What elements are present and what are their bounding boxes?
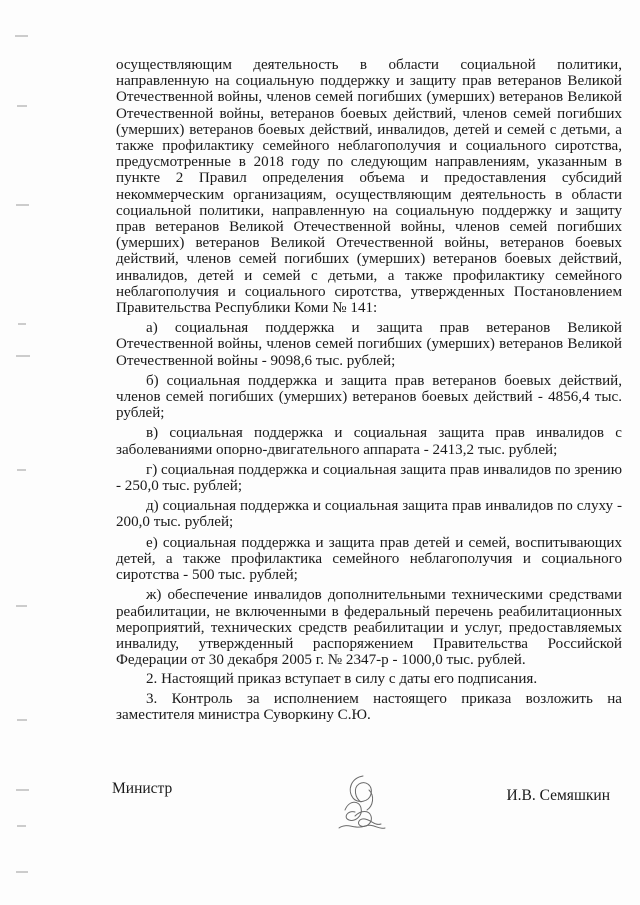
document-body [116,57,622,723]
signatory-title: Министр [112,780,173,797]
signature-block [112,770,620,840]
list-item-a: а) социальная поддержка и защита прав ветеранов Великой Отечественной войны, членов семей погибших (умерших) ветеранов Великой Отечественной войны - 9098,6 тыс. рублей; [116,320,622,369]
signatory-name: И.В. Семяшкин [506,787,610,804]
list-item-d: д) социальная поддержка и социальная защита прав инвалидов по слуху - 200,0 тыс. рублей; [116,498,622,531]
handwritten-signature [325,770,395,840]
list-item-zh: ж) обеспечение инвалидов дополнительными техническими средствами реабилитации, не включенными в федеральный перечень реабилитационных мероприятий, технических средств реабилитации и услуг, предоставляемых инвалиду, утвержденный распоряжением Правительства Российской Федерации от 30 декабря 2005 г. № 2347-р - 1000,0 тыс. рублей. [116,587,622,669]
point-2-paragraph: 2. Настоящий приказ вступает в силу с даты его подписания. [146,671,538,688]
list-item-e: е) социальная поддержка и защита прав детей и семей, воспитывающих детей, а также профилактика семейного неблагополучия и социального сиротства - 500 тыс. рублей; [116,534,622,584]
list-item-g: г) социальная поддержка и социальная защита прав инвалидов по зрению - 250,0 тыс. рублей; [116,461,622,495]
list-item-v: в) социальная поддержка и социальная защита прав инвалидов с заболеваниями опорно-двигательного аппарата - 2413,2 тыс. рублей; [116,425,622,458]
list-item-b: б) социальная поддержка и защита прав ветеранов боевых действий, членов семей погибших (умерших) ветеранов боевых действий - 4856,4 тыс. рублей; [116,372,622,422]
point-3-paragraph: 3. Контроль за исполнением настоящего приказа возложить на заместителя министра Суворкину С.Ю. [116,690,622,723]
intro-paragraph: осуществляющим деятельность в области социальной политики, направленную на социальную поддержку и защиту прав ветеранов Великой Отечественной войны, членов семей погибших (умерших) ветеранов Великой Отечественной войны, ветеранов боевых действий, членов семей погибших (умерших) ветеранов боевых действий, инвалидов, детей и семей с детьми, а также профилактику семейного неблагополучия и социального сиротства, предусмотренные в 2018 году по следующим направлениям, указанным в пункте 2 Правил определения объема и предоставления субсидий некоммерческим организациям, осуществляющим деятельность в области социальной политики, направленную на социальную поддержку и защиту прав ветеранов Великой Отечественной войны, членов семей погибших (умерших) ветеранов Великой Отечественной войны, ветеранов боевых действий, членов семей погибших (умерших) ветеранов боевых действий, инвалидов, детей и семей с детьми, а также профилактику семейного неблагополучия и социального сиротства, утвержденных Постановлением Правительства Республики Коми № 141: [116,57,622,317]
scan-edge-marks [0,0,40,905]
